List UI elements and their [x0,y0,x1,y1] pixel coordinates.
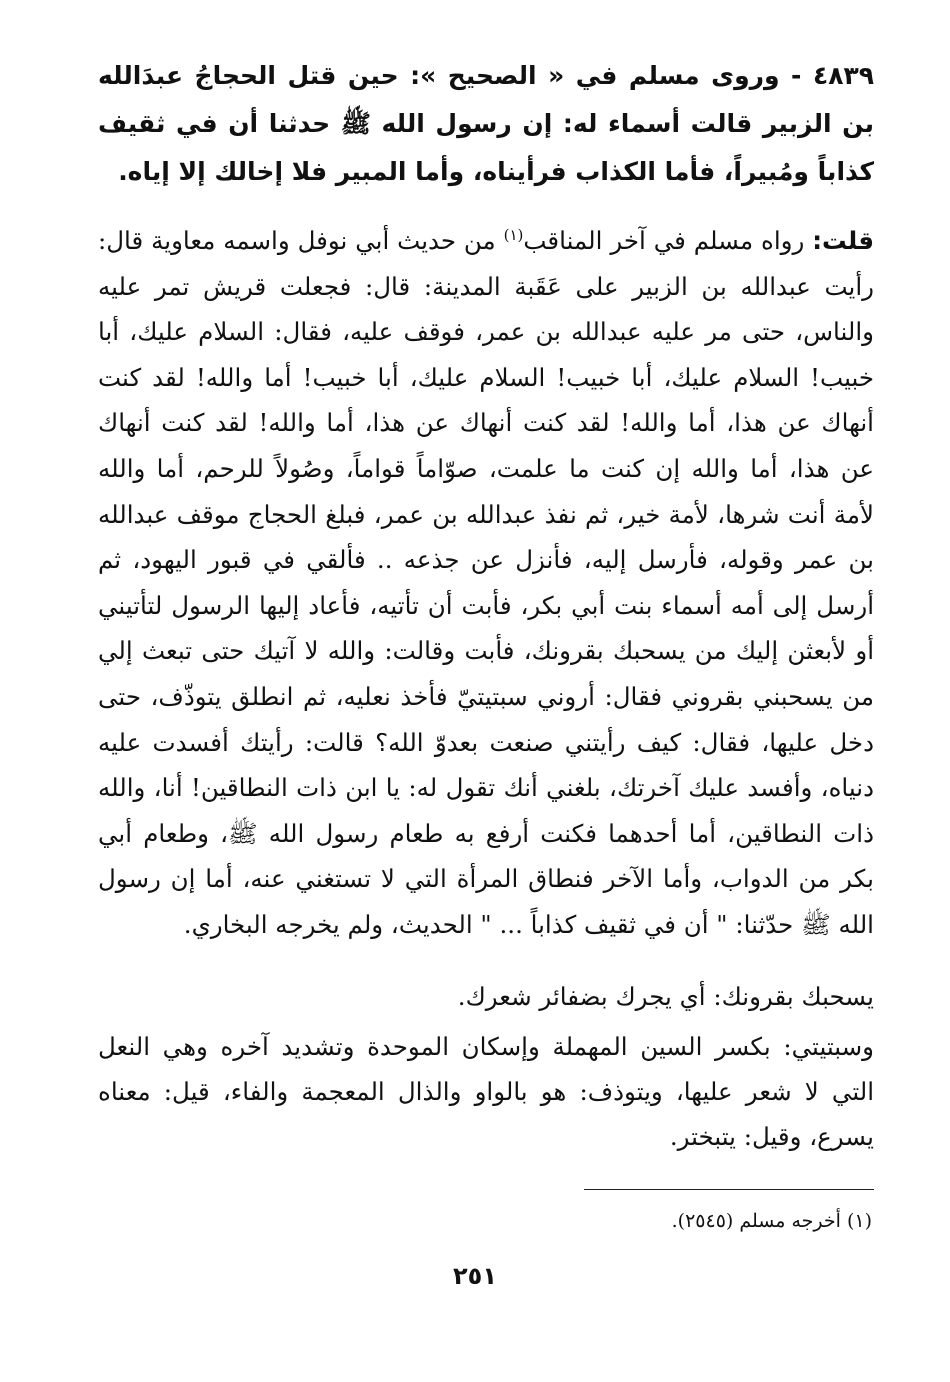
footnote: (١) أخرجه مسلم (٢٥٤٥). [671,1210,872,1232]
commentary-lead: قلت: [812,226,874,255]
commentary-source: رواه مسلم في آخر المناقب [523,226,805,255]
footnote-divider [584,1189,874,1190]
commentary-body: من حديث أبي نوفل واسمه معاوية قال: رأيت عبدالله بن الزبير على عَقَبة المدينة: قال: فجعلت قريش تمر عليه والناس، حتى مر عليه عبدالله بن عمر، فوقف عليه، فقال: السلام عليك، أبا خبيب! السلام عليك، أبا خبيب! السلام عليك، أبا خبيب! أما والله! لقد كنت أنهاك عن هذا، أما والله! لقد كنت أنهاك عن هذا، أما والله! لقد كنت أنهاك عن هذا، أما والله إن كنت ما علمت، صوّاماً قواماً، وصُولاً للرحم، أما والله لأمة أنت شرها، لأمة خير، ثم نفذ عبدالله بن عمر، فبلغ الحجاج موقف عبدالله بن عمر وقوله، فأرسل إليه، فأنزل عن جذعه .. فألقي في قبور اليهود، ثم أرسل إلى أمه أسماء بنت أبي بكر، فأبت أن تأتيه، فأعاد إليها الرسول لتأتيني أو لأبعثن إليك من يسحبك بقرونك، فأبت وقالت: والله لا آتيك حتى تبعث إلي من يسحبني بقروني فقال: أروني سبتيتيّ فأخذ نعليه، ثم انطلق يتوذّف، حتى دخل عليها، فقال: كيف رأيتني صنعت بعدوّ الله؟ قالت: رأيتك أفسدت عليه دنياه، وأفسد عليك آخرتك، بلغني أنك تقول له: يا ابن ذات النطاقين! أنا، والله ذات النطاقين، أما أحدهما فكنت أرفع به طعام رسول الله ﷺ، وطعام أبي بكر من الدواب، وأما الآخر فنطاق المرأة التي لا تستغني عنه، أما إن رسول الله ﷺ حدّثنا: " أن في ثقيف كذاباً ... " الحديث، ولم يخرجه البخاري. [98,226,874,939]
hadith-text: ٤٨٣٩ - وروى مسلم في « الصحيح »: حين قتل الحجاجُ عبدَالله بن الزبير قالت أسماء له: إن رسول الله ﷺ حدثنا أن في ثقيف كذاباً ومُبيراً، فأما الكذاب فرأيناه، وأما المبير فلا إخالك إلا إياه. [98,61,874,186]
commentary-paragraph [98,218,874,948]
gloss-line-1: يسحبك بقرونك: أي يجرك بضفائر شعرك. [457,982,874,1011]
page-number: ٢٥١ [453,1262,497,1290]
footnote-reference: (١) [503,225,524,244]
gloss-line-2: وسبتيتي: بكسر السين المهملة وإسكان الموحدة وتشديد آخره وهي النعل التي لا شعر عليها، ويتوذف: هو بالواو والذال المعجمة والفاء، قيل: معناه يسرع، وقيل: يتبختر. [98,1032,874,1151]
